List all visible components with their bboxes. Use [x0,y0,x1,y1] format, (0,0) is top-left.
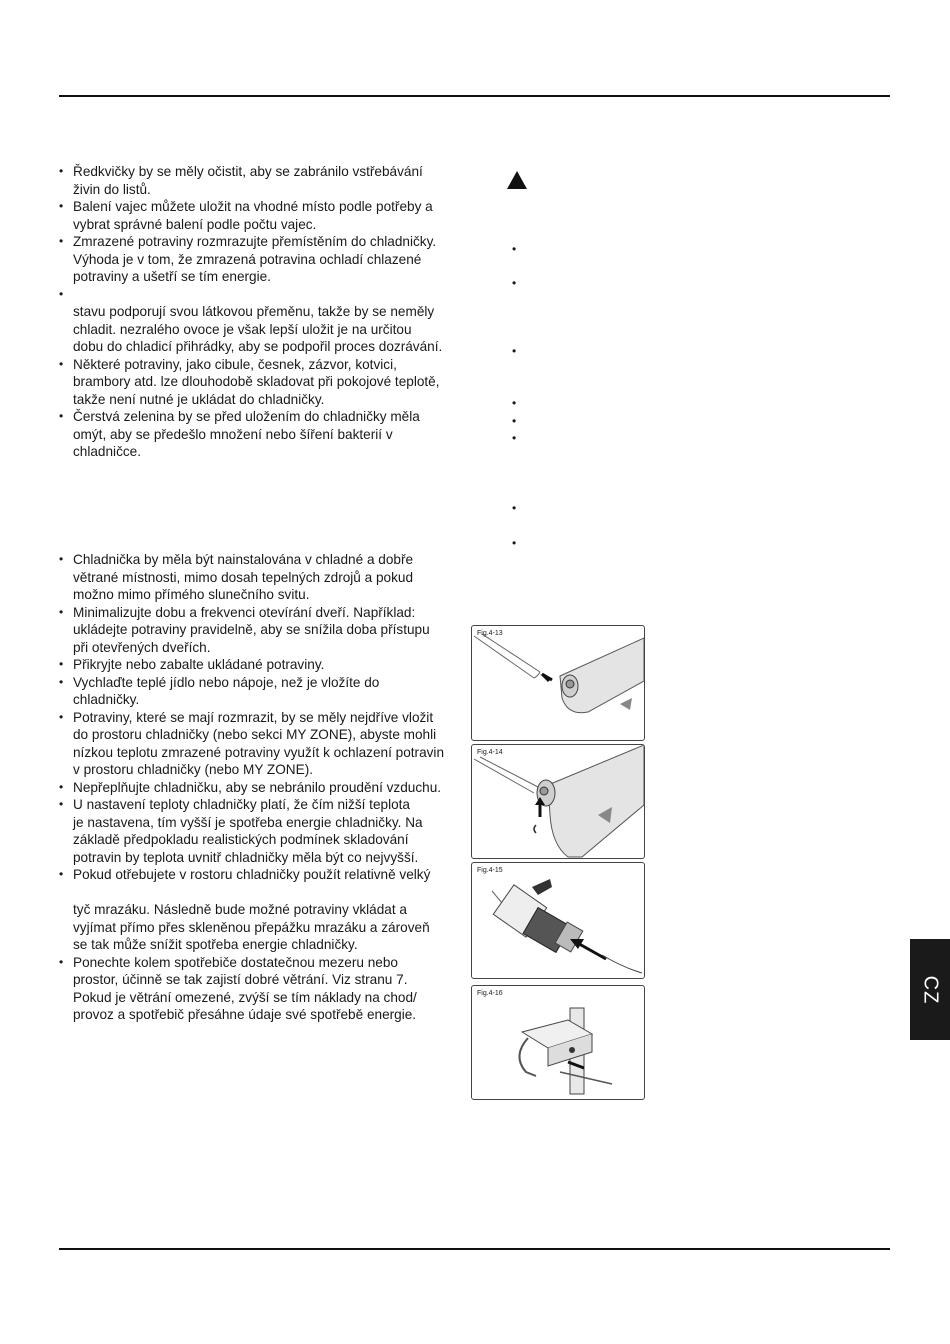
figure-label: Fig.4-14 [477,749,503,756]
list-item: • Vychlaďte teplé jídlo nebo nápoje, než je vložíte do chladničky. [59,674,469,709]
list-item: • stavu podporují svou látkovou přeměnu, takže by se neměly chladit. nezralého ovoce je však lepší uložit je na určitou dobu do chladicí přihrádky, aby se podpořil proces dozrávání. [59,286,469,356]
figure-label: Fig.4-13 [477,630,503,637]
list-item: • Některé potraviny, jako cibule, česnek, zázvor, kotvici, brambory atd. lze dlouhodobě skladovat při pokojové teplotě, takže není nutné je ukládat do chladničky. [59,356,469,409]
right-bullet: • [512,344,517,358]
warning-triangle-icon [506,170,528,190]
energy-saving-tips-list [59,551,469,1024]
list-item: • Pokud otřebujete v rostoru chladničky použít relativně velký tyč mrazáku. Následně bude možné potraviny vkládat a vyjímat přímo přes skleněnou přepážku mrazáku a zároveň se tak může snížit spotřeba energie chladničky. [59,866,469,954]
right-bullet: • [512,396,517,410]
food-storage-tips-list [59,163,469,461]
list-item: • Ponechte kolem spotřebiče dostatečnou mezeru nebo prostor, účinně se tak zajistí dobré větrání. Viz stranu 7. Pokud je větrání omezené, zvýší se tím náklady na chod/ provoz a spotřebič přesáhne údaje své spotřebě energie. [59,954,469,1024]
list-item: • U nastavení teploty chladničky platí, že čím nižší teplota je nastavena, tím vyšší je spotřeba energie chladničky. Na základě předpokladu realistických podmínek skladování potravin by teplota uvnitř chladničky měla být co nejvyšší. [59,796,469,866]
list-item: • Potraviny, které se mají rozmrazit, by se měly nejdříve vložit do prostoru chladničky (nebo sekci MY ZONE), abyste mohli nízkou teplotu zmrazené potraviny využít k ochlazení potravin v prostoru chladničky (nebo MY ZONE). [59,709,469,779]
figure-label: Fig.4-16 [477,990,503,997]
figure-4-15 [471,862,645,979]
language-tab-label: CZ [919,975,942,1004]
list-item: • Nepřeplňujte chladničku, aby se nebránilo proudění vzduchu. [59,779,469,797]
filter-clip-illustration [472,745,644,858]
right-bullet: • [512,242,517,256]
right-bullet: • [512,536,517,550]
header-rule [59,95,890,97]
filter-insertion-illustration [472,626,644,740]
bracket-mounting-illustration [472,986,644,1099]
right-bullet: • [512,431,517,445]
list-item: • Minimalizujte dobu a frekvenci otevírání dveří. Například: ukládejte potraviny pravidelně, aby se snížila doba přístupu při otevřených dveřích. [59,604,469,657]
figure-4-13 [471,625,645,741]
list-item: • Čerstvá zelenina by se před uložením do chladničky měla omýt, aby se předešlo množení nebo šíření bakterií v chladničce. [59,408,469,461]
figure-4-14 [471,744,645,859]
list-item: • Ředkvičky by se měly očistit, aby se zabránilo vstřebávání živin do listů. [59,163,469,198]
list-item: • Balení vajec můžete uložit na vhodné místo podle potřeby a vybrat správné balení podle počtu vajec. [59,198,469,233]
valve-connection-illustration [472,863,644,978]
right-bullet: • [512,276,517,290]
right-bullet: • [512,414,517,428]
language-tab [910,939,950,1040]
list-item: • Zmrazené potraviny rozmrazujte přemístěním do chladničky. Výhoda je v tom, že zmrazená potravina ochladí chlazené potraviny a ušetří se tím energie. [59,233,469,286]
footer-rule [59,1248,890,1250]
figure-4-16 [471,985,645,1100]
list-item: • Přikryjte nebo zabalte ukládané potraviny. [59,656,469,674]
list-item: • Chladnička by měla být nainstalována v chladné a dobře větrané místnosti, mimo dosah tepelných zdrojů a pokud možno mimo přímého slunečního svitu. [59,551,469,604]
figure-label: Fig.4-15 [477,867,503,874]
right-bullet: • [512,501,517,515]
